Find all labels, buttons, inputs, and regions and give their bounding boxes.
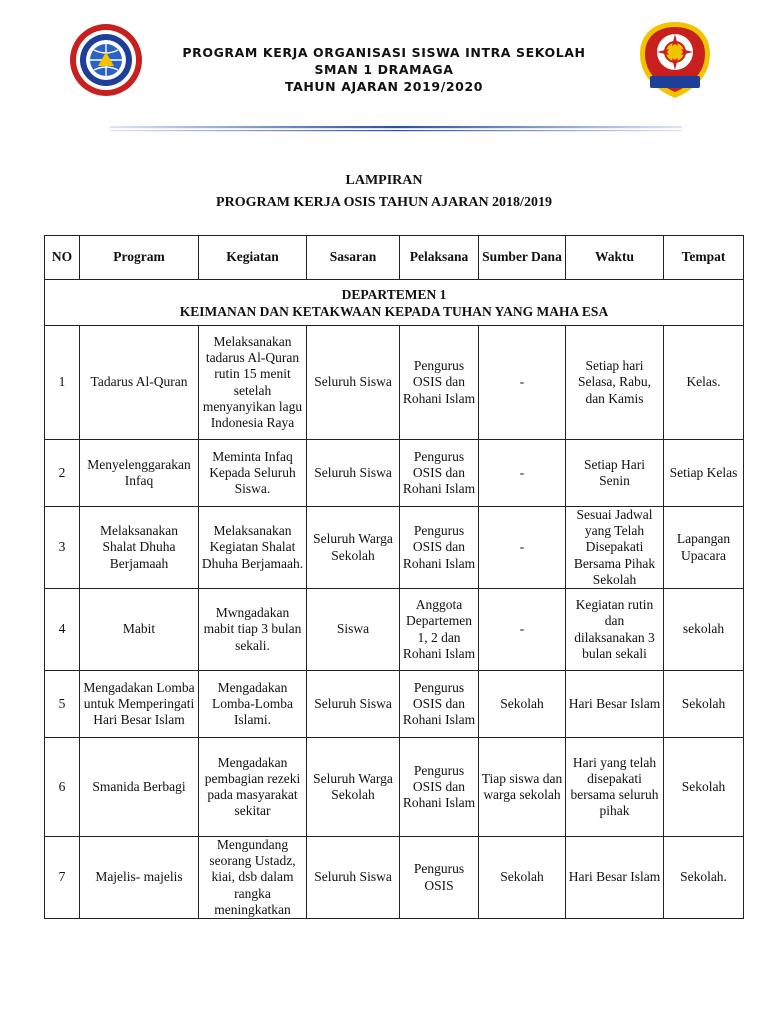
table-row [45,440,744,507]
cell-pelaksana: Anggota Departemen 1, 2 dan Rohani Islam [400,589,479,671]
cell-tempat: Setiap Kelas [664,440,744,507]
header-cell: Sumber Dana [479,236,566,280]
cell-sasaran: Seluruh Warga Sekolah [307,507,400,589]
cell-pelaksana: Pengurus OSIS dan Rohani Islam [400,440,479,507]
cell-kegiatan: Mengadakan pembagian rezeki pada masyarakat sekitar [199,738,307,837]
cell-program: Mengadakan Lomba untuk Memperingati Hari Besar Islam [80,671,199,738]
cell-sumber-dana: - [479,440,566,507]
cell-kegiatan: Melaksanakan tadarus Al-Quran rutin 15 menit setelah menyanyikan lagu Indonesia Raya [199,326,307,440]
header-cell: Program [80,236,199,280]
cell-no: 7 [45,837,80,919]
table-header-row [45,236,744,280]
cell-no: 4 [45,589,80,671]
cell-kegiatan: Melaksanakan Kegiatan Shalat Dhuha Berjamaah. [199,507,307,589]
cell-program: Menyelenggarakan Infaq [80,440,199,507]
cell-waktu: Hari yang telah disepakati bersama seluruh pihak [566,738,664,837]
table-row [45,738,744,837]
cell-waktu: Setiap Hari Senin [566,440,664,507]
cell-kegiatan: Mengadakan Lomba-Lomba Islami. [199,671,307,738]
table-row [45,507,744,589]
cell-program: Melaksanakan Shalat Dhuha Berjamaah [80,507,199,589]
cell-no: 3 [45,507,80,589]
department-row [45,280,744,326]
header-cell: Kegiatan [199,236,307,280]
cell-program: Mabit [80,589,199,671]
title-line-1: LAMPIRAN [345,173,423,188]
cell-waktu: Sesuai Jadwal yang Telah Disepakati Bersama Pihak Sekolah [566,507,664,589]
department-heading [45,280,744,326]
header-line-1: PROGRAM KERJA ORGANISASI SISWA INTRA SEKOLAH [182,45,586,60]
cell-sumber-dana: Sekolah [479,671,566,738]
cell-waktu: Hari Besar Islam [566,671,664,738]
cell-pelaksana: Pengurus OSIS dan Rohani Islam [400,738,479,837]
header-cell: Pelaksana [400,236,479,280]
cell-tempat: Sekolah [664,671,744,738]
cell-sasaran: Seluruh Warga Sekolah [307,738,400,837]
cell-pelaksana: Pengurus OSIS dan Rohani Islam [400,326,479,440]
cell-tempat: Sekolah. [664,837,744,919]
cell-tempat: Lapangan Upacara [664,507,744,589]
cell-no: 6 [45,738,80,837]
document-title [0,170,768,214]
table-row [45,589,744,671]
cell-sasaran: Siswa [307,589,400,671]
department-number: DEPARTEMEN 1 [341,286,447,302]
cell-pelaksana: Pengurus OSIS dan Rohani Islam [400,671,479,738]
department-name: KEIMANAN DAN KETAKWAAN KEPADA TUHAN YANG MAHA ESA [179,303,609,319]
cell-no: 5 [45,671,80,738]
document-header [150,44,618,95]
header-cell: NO [45,236,80,280]
cell-waktu: Kegiatan rutin dan dilaksanakan 3 bulan sekali [566,589,664,671]
cell-sasaran: Seluruh Siswa [307,671,400,738]
cell-kegiatan: Mwngadakan mabit tiap 3 bulan sekali. [199,589,307,671]
cell-no: 1 [45,326,80,440]
table-row [45,837,744,919]
cell-sasaran: Seluruh Siswa [307,326,400,440]
cell-waktu: Setiap hari Selasa, Rabu, dan Kamis [566,326,664,440]
cell-program: Tadarus Al-Quran [80,326,199,440]
cell-kegiatan: Mengundang seorang Ustadz, kiai, dsb dalam rangka meningkatkan [199,837,307,919]
cell-sumber-dana: - [479,507,566,589]
cell-sasaran: Seluruh Siswa [307,837,400,919]
cell-program: Majelis- majelis [80,837,199,919]
table-row [45,326,744,440]
cell-sumber-dana: Tiap siswa dan warga sekolah [479,738,566,837]
table-row [45,671,744,738]
cell-program: Smanida Berbagi [80,738,199,837]
cell-tempat: Kelas. [664,326,744,440]
header-line-2: SMAN 1 DRAMAGA [314,62,454,77]
header-line-3: TAHUN AJARAN 2019/2020 [284,79,484,94]
cell-tempat: Sekolah [664,738,744,837]
cell-waktu: Hari Besar Islam [566,837,664,919]
osis-logo [636,20,714,100]
title-line-2: PROGRAM KERJA OSIS TAHUN AJARAN 2018/2019 [216,195,552,210]
header-cell: Sasaran [307,236,400,280]
header-cell: Tempat [664,236,744,280]
cell-no: 2 [45,440,80,507]
cell-sumber-dana: - [479,589,566,671]
cell-tempat: sekolah [664,589,744,671]
cell-kegiatan: Meminta Infaq Kepada Seluruh Siswa. [199,440,307,507]
cell-pelaksana: Pengurus OSIS dan Rohani Islam [400,507,479,589]
program-table [44,235,744,919]
cell-sumber-dana: Sekolah [479,837,566,919]
header-divider [110,124,682,134]
cell-sumber-dana: - [479,326,566,440]
cell-sasaran: Seluruh Siswa [307,440,400,507]
header-cell: Waktu [566,236,664,280]
cell-pelaksana: Pengurus OSIS [400,837,479,919]
school-logo [68,22,144,98]
